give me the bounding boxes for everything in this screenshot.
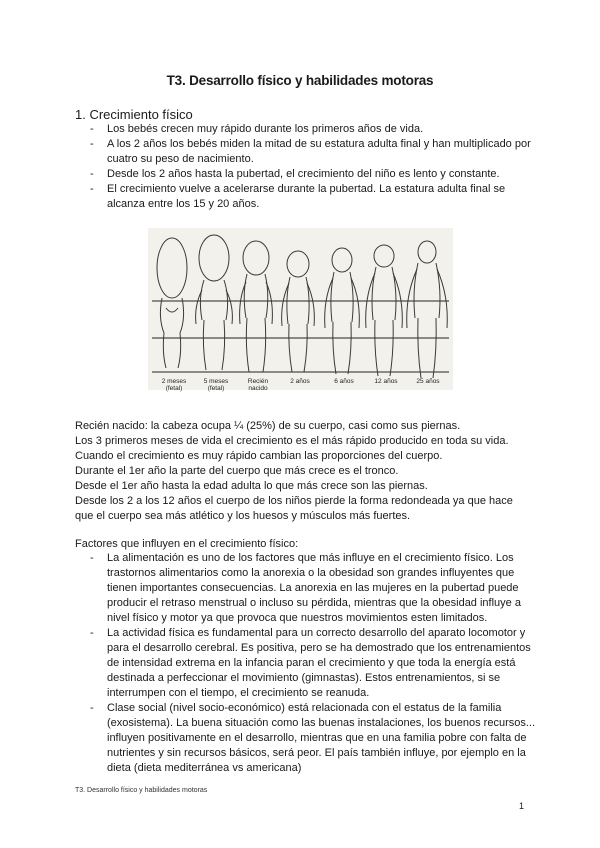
paragraph-line: Cuando el crecimiento es muy rápido cambian las proporciones del cuerpo. [75, 450, 443, 462]
page-footer: T3. Desarrollo físico y habilidades motoras [75, 787, 208, 794]
figure-label: 2 meses (fetal) [161, 378, 187, 392]
figure-label: 2 años [290, 378, 310, 385]
factors-bullet-list [90, 551, 535, 776]
list-item: - A los 2 años los bebés miden la mitad de su estatura adulta final y han multiplicado por cuatro su peso de nacimiento. [90, 137, 535, 167]
list-item: - Desde los 2 años hasta la pubertad, el crecimiento del niño es lento y constante. [90, 167, 535, 182]
figure-label: 6 años [334, 378, 354, 385]
proportions-paragraph [75, 419, 535, 524]
paragraph-line: Desde los 2 a los 12 años el cuerpo de los niños pierde la forma redondeada ya que hace [75, 495, 513, 507]
page-title: T3. Desarrollo físico y habilidades motoras [166, 73, 434, 88]
list-item: - La actividad física es fundamental para un correcto desarrollo del aparato locomotor y para el desarrollo cerebral. Es positiva, pero se ha demostrado que los entrenamientos de intensidad extrema en la infancia paran el crecimiento y que toda la energía está destinada a perfeccionar el movimiento (gimnastas). Estos entrenamientos, si se interrumpen con el tiempo, el crecimiento se reanuda. [90, 626, 535, 701]
paragraph-line: Durante el 1er año la parte del cuerpo que más crece es el tronco. [75, 465, 399, 477]
paragraph-line: Desde el 1er año hasta la edad adulta lo que más crece son las piernas. [75, 480, 428, 492]
list-item: - Los bebés crecen muy rápido durante los primeros años de vida. [90, 122, 535, 137]
growth-bullet-list [90, 122, 535, 212]
list-item: - El crecimiento vuelve a acelerarse durante la pubertad. La estatura adulta final se alcanza entre los 15 y 20 años. [90, 182, 535, 212]
figure-label: 5 meses (fetal) [203, 378, 229, 392]
body-proportions-drawing [148, 228, 453, 390]
list-item: - Clase social (nivel socio-económico) está relacionada con el estatus de la familia (exosistema). La buena situación como las buenas instalaciones, los buenos recursos... influyen positivamente en el desarrollo, mientras que en una familia pobre con falta de nutrientes y sin recursos básicos, será peor. El país también influye, por ejemplo en la dieta (dieta mediterránea vs americana) [90, 701, 535, 776]
figure-label: 12 años [374, 378, 398, 385]
page-number: 1 [519, 801, 525, 811]
figure-label: 25 años [416, 378, 440, 385]
paragraph-line: que el cuerpo sea más atlético y los huesos y músculos más fuertes. [75, 510, 411, 522]
section-heading-growth: 1. Crecimiento físico [75, 107, 193, 122]
paragraph-line: Los 3 primeros meses de vida el crecimiento es el más rápido producido en toda su vida. [75, 435, 509, 447]
body-proportions-figure [148, 228, 453, 390]
factors-intro: Factores que influyen en el crecimiento físico: [75, 538, 299, 550]
figure-label: Recién nacido [247, 378, 269, 392]
list-item: - La alimentación es uno de los factores que más influye en el crecimiento físico. Los trastornos alimentarios como la anorexia o la obesidad son grandes influyentes que tienen importantes consecuencias. La anorexia en las mujeres en la pubertad puede producir el retraso menstrual o incluso su pérdida, mientras que la obesidad influye a nivel físico y motor ya que provoca que nuestros movimientos esten limitados. [90, 551, 535, 626]
paragraph-line: Recién nacido: la cabeza ocupa ¼ (25%) de su cuerpo, casi como sus piernas. [75, 420, 461, 432]
